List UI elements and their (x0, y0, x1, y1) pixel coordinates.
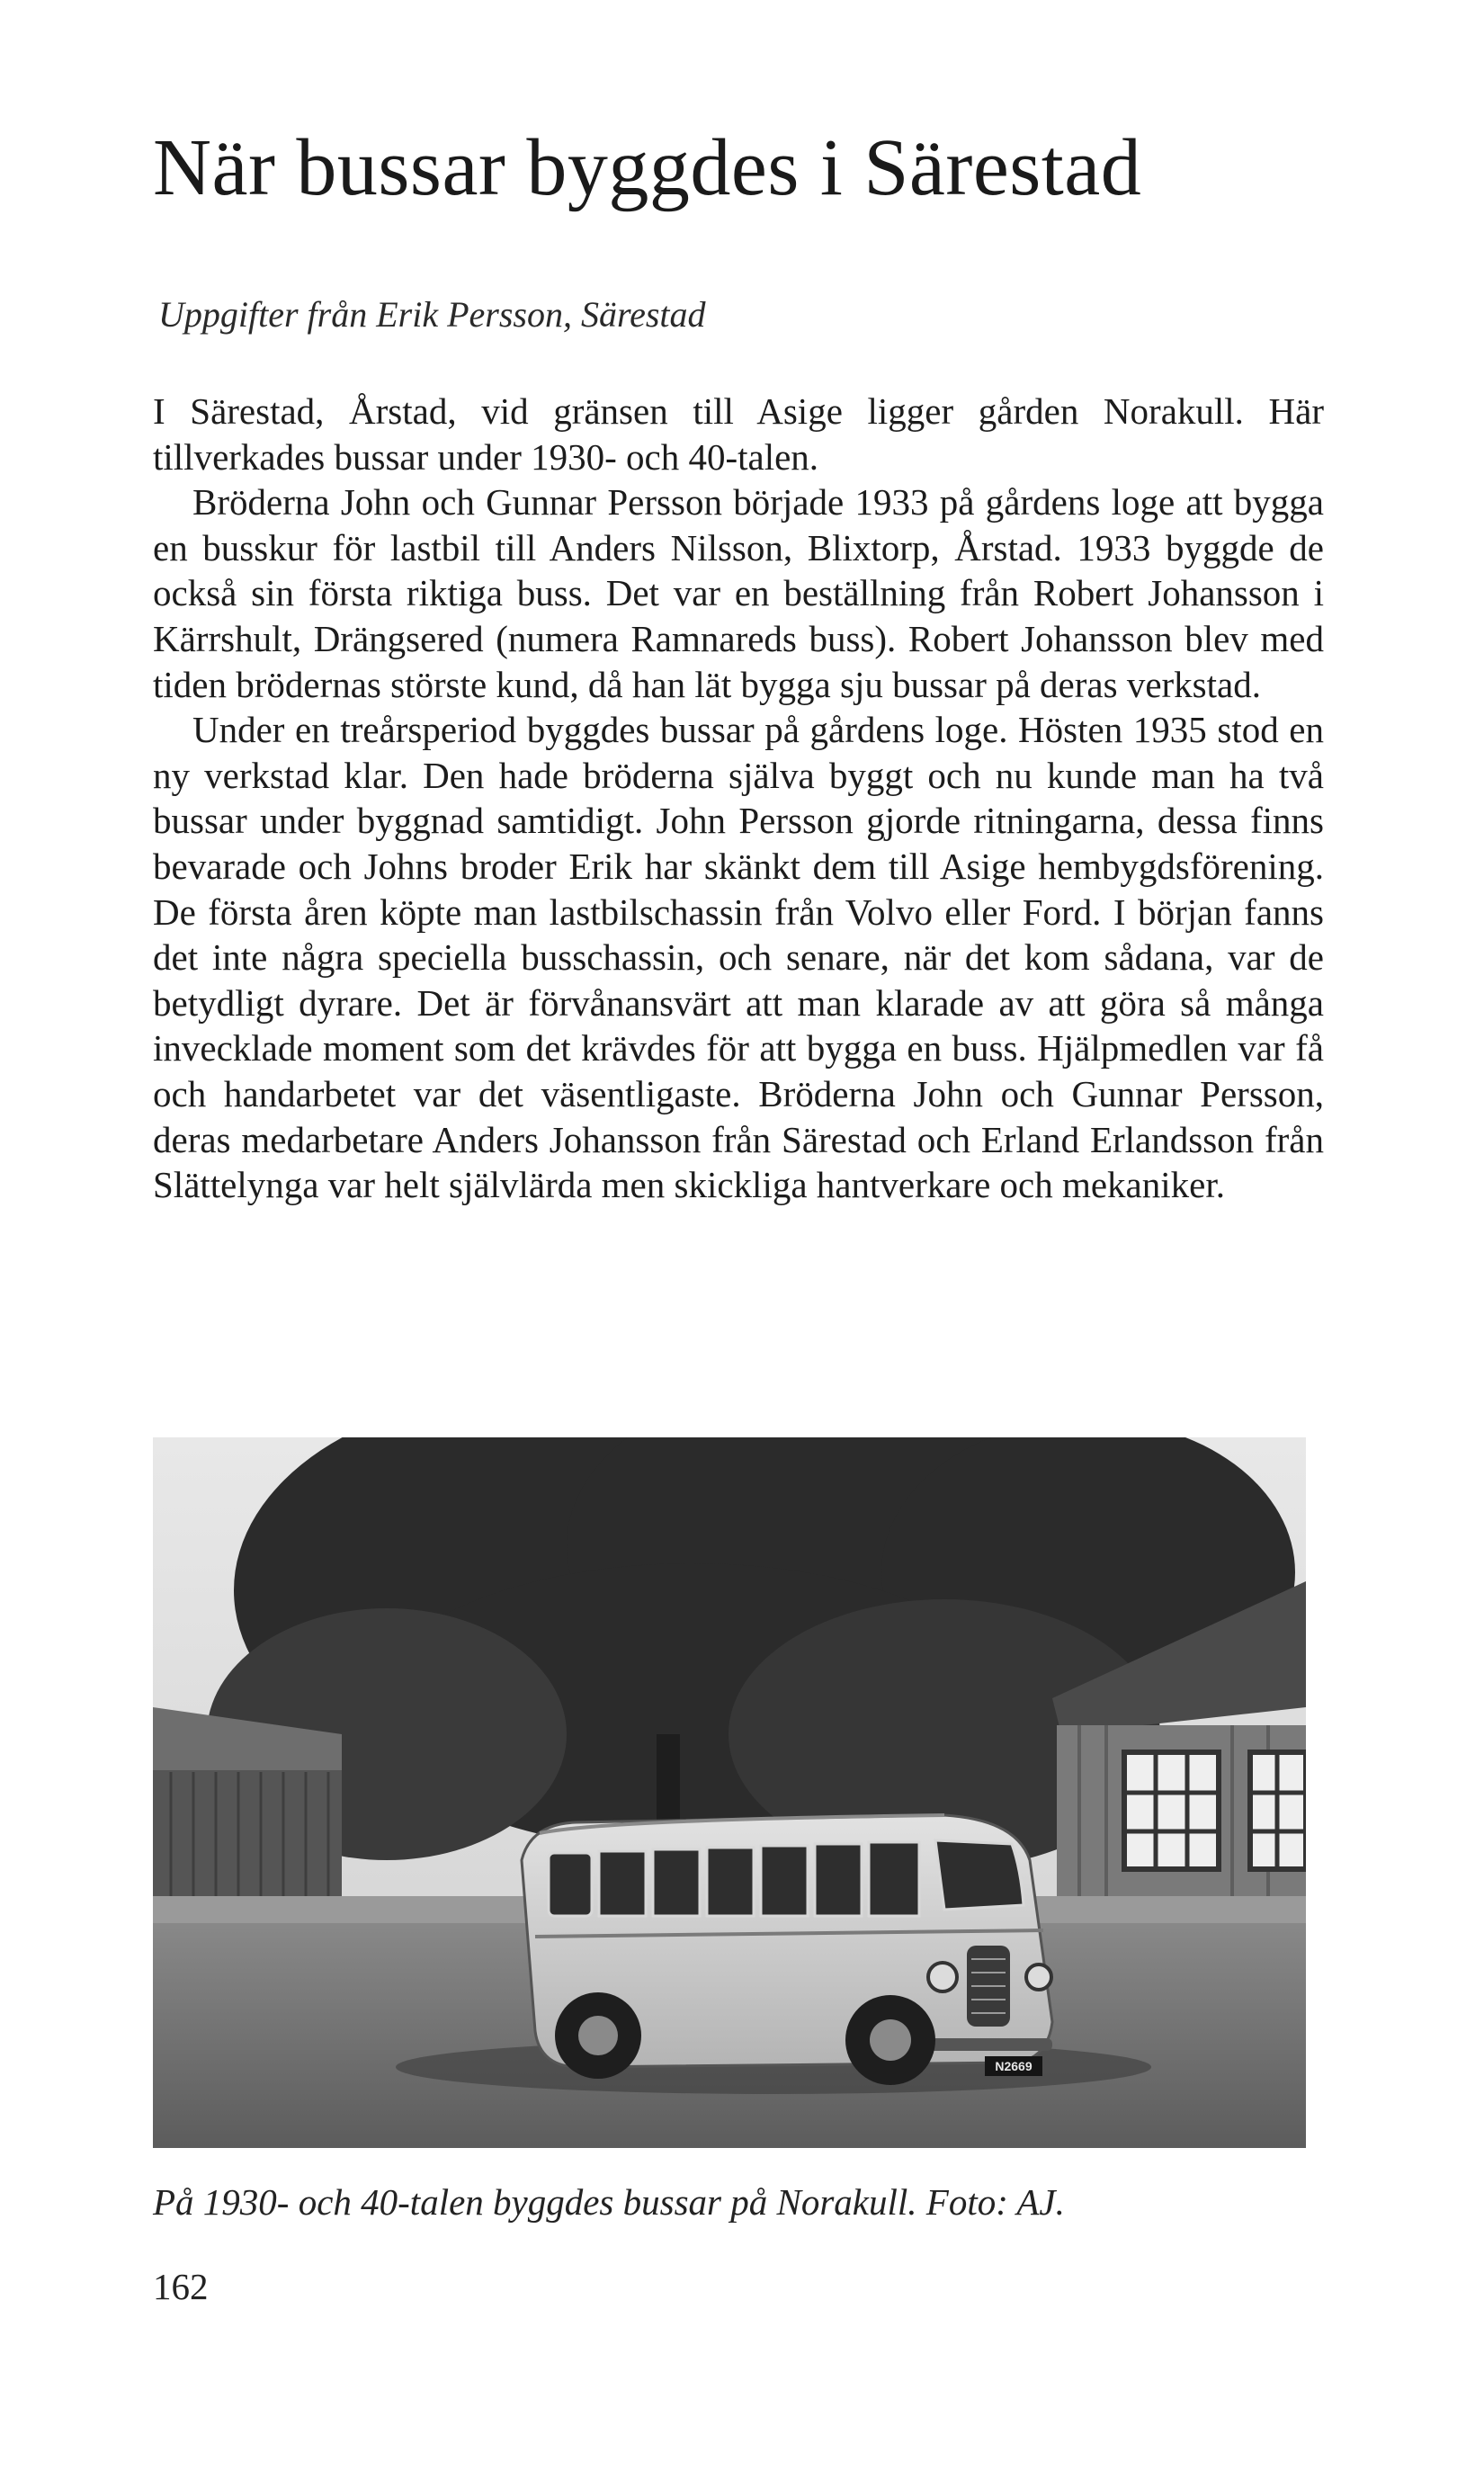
license-plate: N2669 (995, 2059, 1033, 2073)
bus-photo (153, 1437, 1306, 2148)
paragraph-2: Bröderna John och Gunnar Persson började 1933 på gårdens loge att bygga en busskur för lastbil till Anders Nilsson, Blixtorp, Årstad. 1933 byggde de också sin första riktiga buss. Det var en beställning från Robert Johansson i Kärrshult, Drängsered (numera Ramnareds buss). Robert Johansson blev med tiden brödernas störste kund, då han lät bygga sju bussar på deras verkstad. (153, 481, 1324, 705)
article-body (153, 389, 1324, 1208)
photo-caption: På 1930- och 40-talen byggdes bussar på Norakull. Foto: AJ. (153, 2181, 1065, 2223)
byline: Uppgifter från Erik Persson, Särestad (158, 294, 706, 335)
paragraph-3: Under en treårsperiod byggdes bussar på gårdens loge. Hösten 1935 stod en ny verkstad klar. Den hade bröderna själva byggt och nu kunde man ha två bussar under byggnad samtidigt. John Persson gjorde ritningarna, dessa finns bevarade och Johns broder Erik har skänkt dem till Asige hembygdsförening. De första åren köpte man lastbilschassin från Volvo eller Ford. I början fanns det inte några speciella busschassin, och senare, när det kom sådana, var de betydligt dyrare. Det är förvånansvärt att man klarade av att göra så många invecklade moment som det krävdes för att bygga en buss. Hjälpmedlen var få och handarbetet var det väsentligaste. Bröderna John och Gunnar Persson, deras medarbetare Anders Johansson från Särestad och Erland Erlandsson från Slättelynga var helt självlärda men skickliga hantverkare och mekaniker. (153, 709, 1324, 1206)
left-barn (153, 1707, 342, 1905)
page-title: När bussar byggdes i Särestad (153, 123, 1142, 212)
paragraph-1: I Särestad, Årstad, vid gränsen till Asige ligger gården Norakull. Här tillverkades bussar under 1930- och 40-talen. (153, 390, 1324, 478)
page-number: 162 (153, 2266, 209, 2307)
